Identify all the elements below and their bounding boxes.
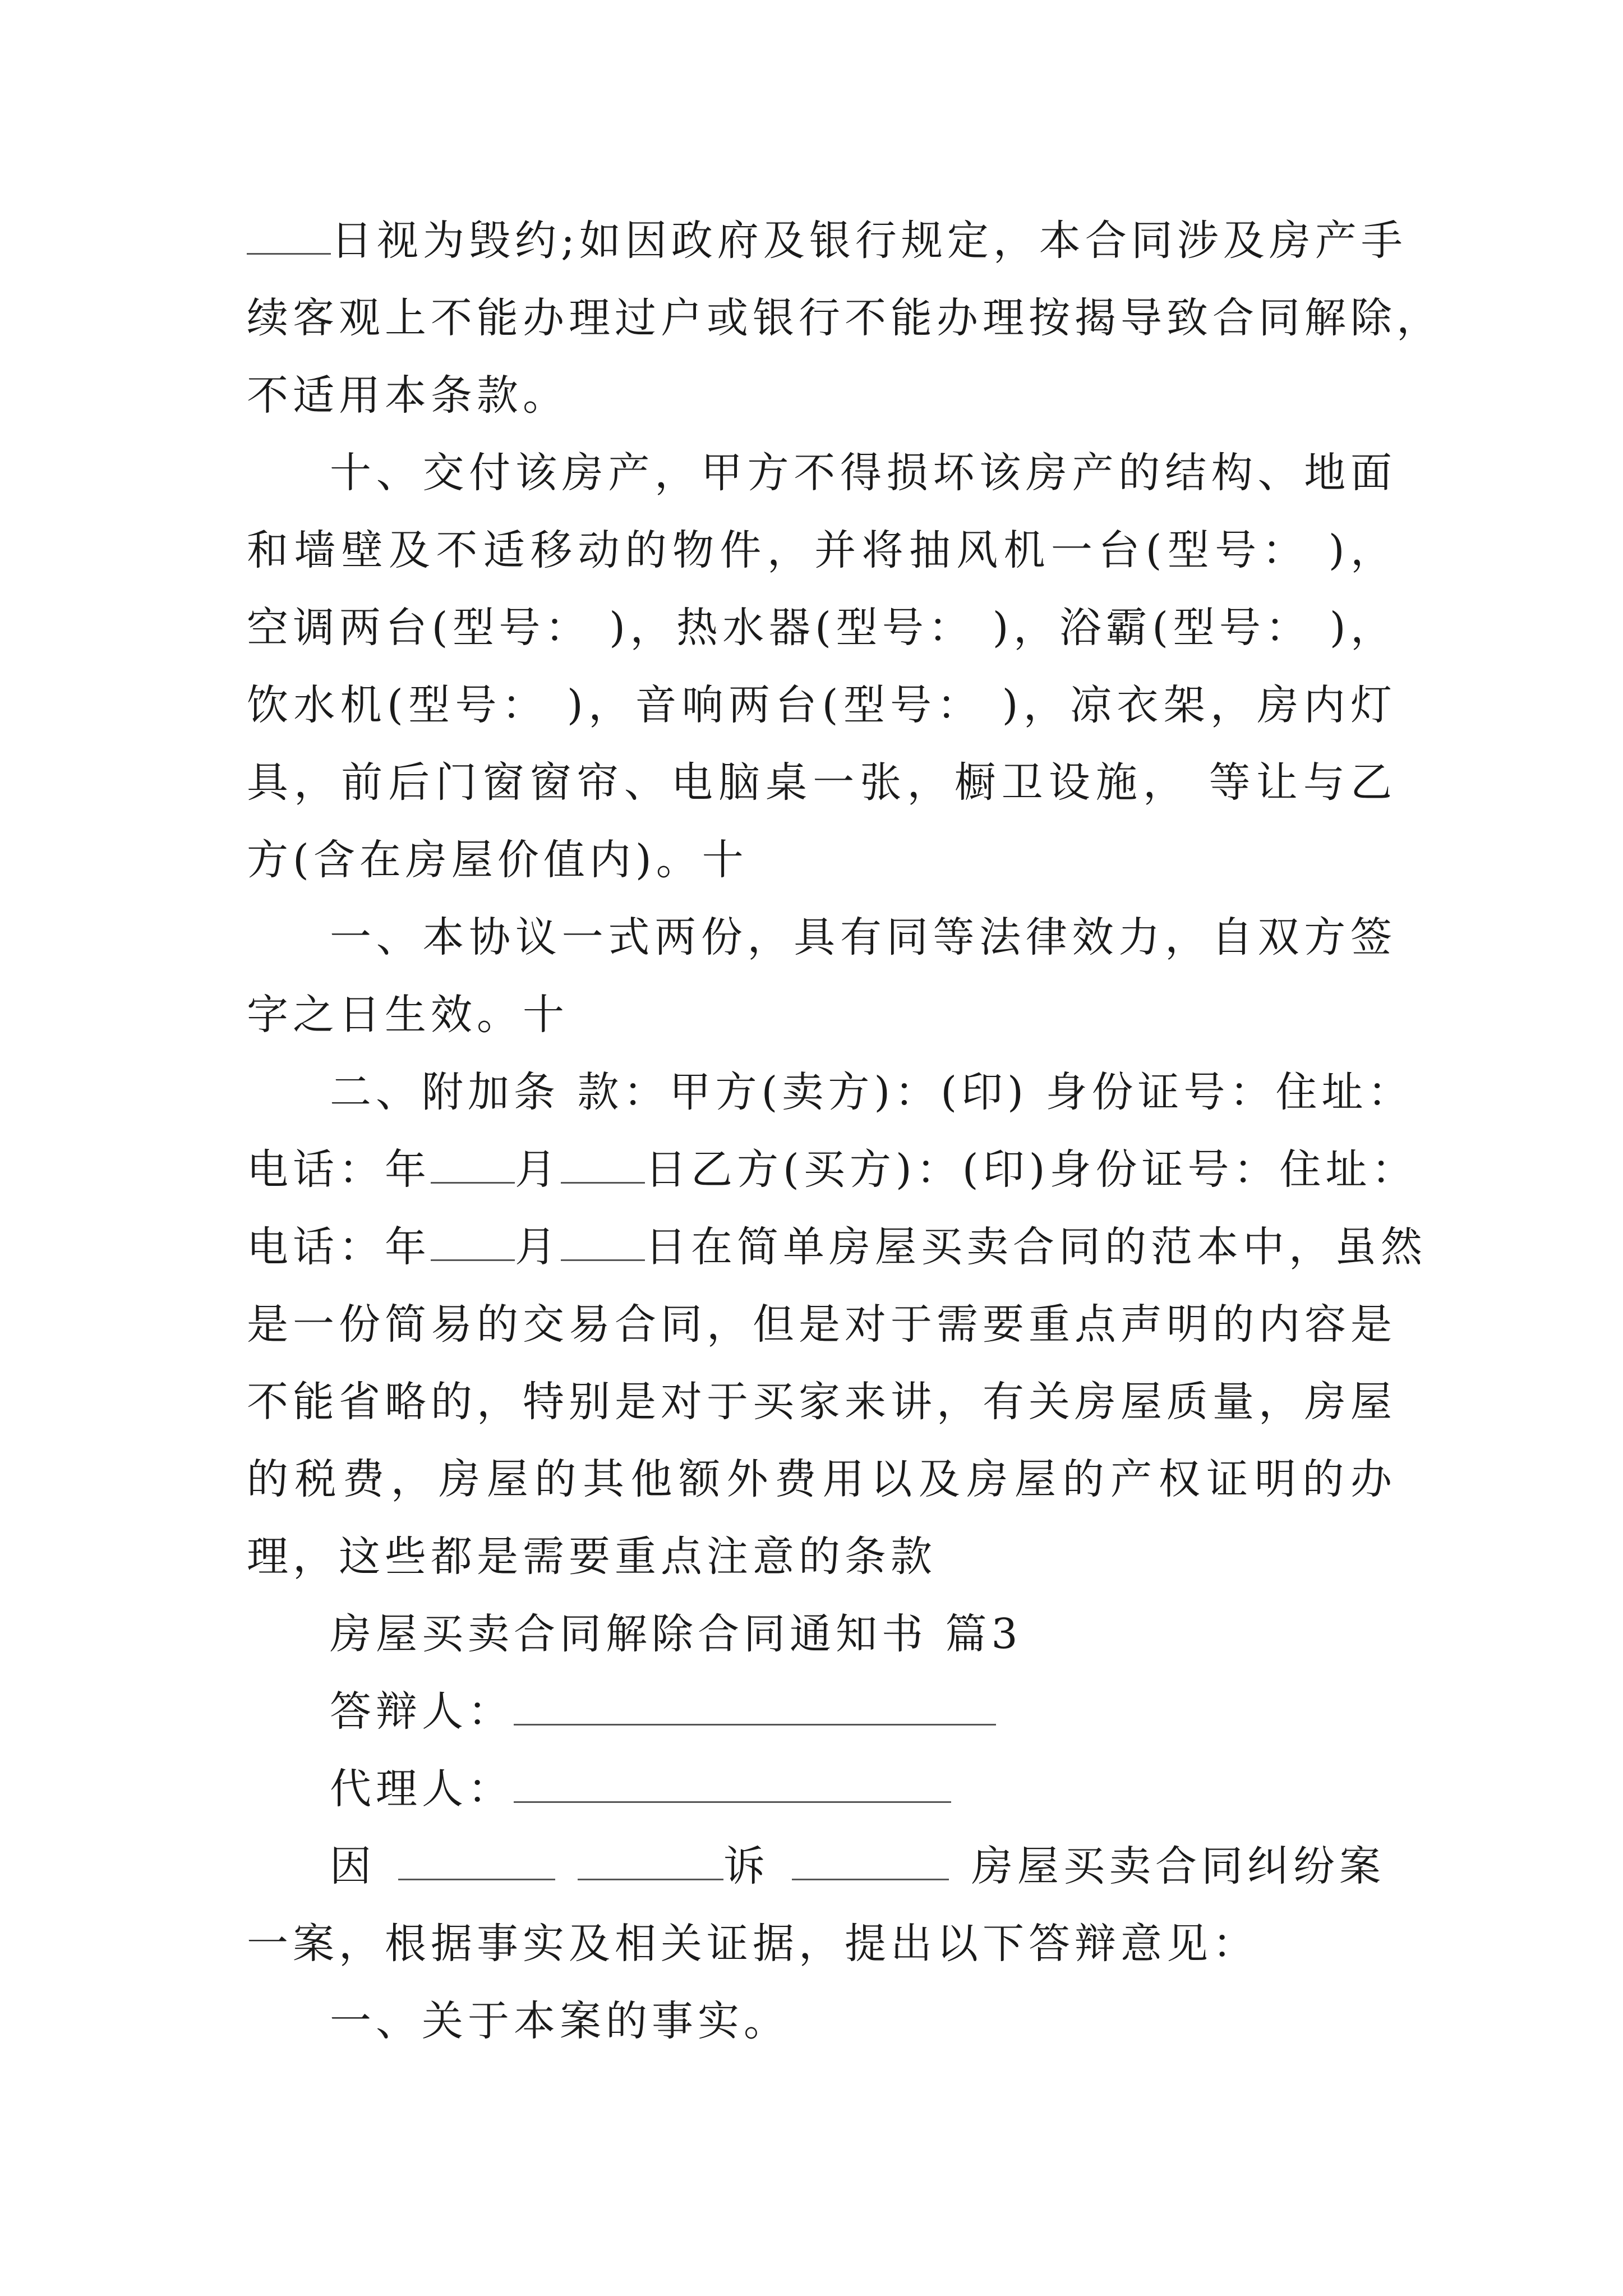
party-blank [578, 1844, 723, 1880]
respondent-label: 答辩人： [330, 1687, 514, 1736]
case-type: 房屋买卖合同纠纷案 [971, 1842, 1385, 1890]
paragraph-clause-12-line-2 [247, 1131, 1418, 1208]
respondent-row [247, 1673, 1396, 1750]
month-label: 月 [515, 1223, 561, 1271]
summary-text-start: 日在简单房屋买卖合同的范本中，虽然 [645, 1223, 1427, 1271]
case-line-2: 一案，根据事实及相关证据，提出以下答辩意见： [247, 1920, 1258, 1968]
blank-underline [247, 218, 331, 255]
case-sue-label: 诉 [723, 1842, 769, 1890]
month-blank [431, 1147, 515, 1184]
agent-label: 代理人： [330, 1765, 514, 1813]
agent-blank [514, 1766, 951, 1803]
defendant-blank [792, 1844, 949, 1880]
case-prefix: 因 [330, 1842, 376, 1890]
point-1-heading: 一、关于本案的事实。 [330, 1997, 790, 2045]
respondent-blank [514, 1689, 996, 1726]
buyer-line-text: 日乙方(买方)：(印)身份证号：住址： [645, 1145, 1418, 1194]
case-line-1 [247, 1828, 1396, 1905]
paragraph-clause-11: 一、本协议一式两份，具有同等法律效力，自双方签字之日生效。十 [247, 913, 1396, 1039]
month-blank [431, 1225, 515, 1261]
paragraph-clause-12-line-1: 二、附加条 款：甲方(卖方)：(印) 身份证号：住址： [330, 1068, 1414, 1116]
agent-row [247, 1750, 1396, 1828]
paragraph-summary: 是一份简易的交易合同，但是对于需要重点声明的内容是不能省略的，特别是对于买家来讲，有关房屋质量，房屋的税费，房屋的其他额外费用以及房屋的产权证明的办理，这些都是需要重点注意的条款 [247, 1300, 1396, 1581]
month-label: 月 [515, 1145, 561, 1194]
phone-year-label: 电话：年 [247, 1223, 431, 1271]
plaintiff-blank [398, 1844, 555, 1880]
day-blank [561, 1225, 645, 1261]
paragraph-1-line-3: 不适用本条款。 [247, 371, 569, 420]
section-title: 房屋买卖合同解除合同通知书 篇3 [330, 1610, 1022, 1658]
paragraph-1-line-1 [247, 202, 1407, 279]
document-body [247, 202, 1442, 2060]
paragraph-1-text: 日视为毁约;如因政府及银行规定，本合同涉及房产手 [331, 217, 1407, 265]
day-blank [561, 1147, 645, 1184]
phone-year-label: 电话：年 [247, 1145, 431, 1194]
paragraph-1-line-2: 续客观上不能办理过户或银行不能办理按揭导致合同解除， [247, 294, 1442, 342]
paragraph-clause-10: 十、交付该房产，甲方不得损坏该房产的结构、地面和墙壁及不适移动的物件，并将抽风机一台(型号： )，空调两台(型号： )，热水器(型号： )，浴霸(型号： )，饮水机(型号： )，音响两台(型号： )，凉衣架，房内灯具，前后门窗窗帘、电脑桌一张，橱卫设施， 等让与乙方(含在房屋价值内)。十 [247, 449, 1396, 884]
paragraph-clause-12-line-3 [247, 1208, 1427, 1286]
